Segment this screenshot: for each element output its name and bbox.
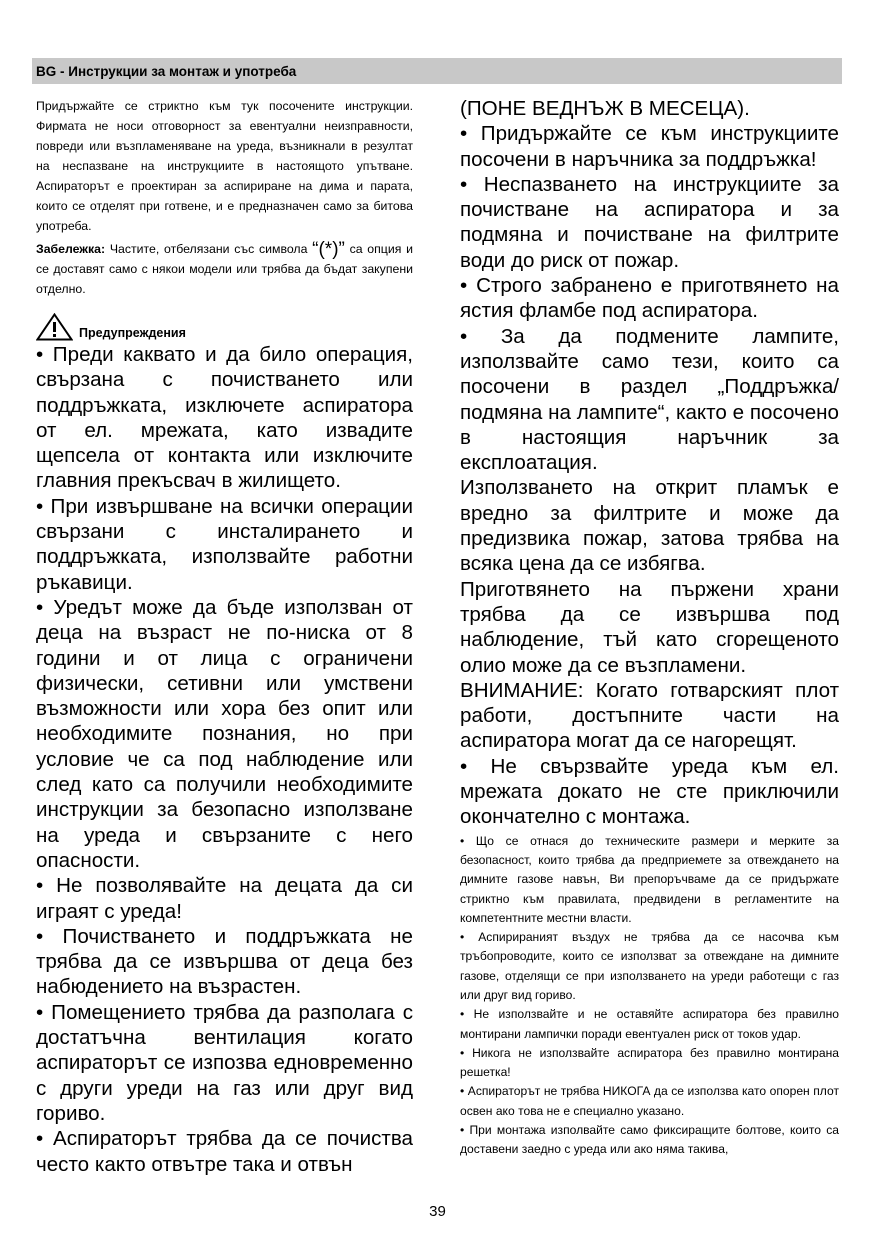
- small-print-block: [460, 832, 839, 1160]
- note-text-after: са опция и се доставят само с някои модели или трябва да бъдат закупени отделно.: [36, 242, 413, 296]
- small-paragraph: • Никога не използвайте аспиратора без правилно монтирана решетка!: [460, 1045, 839, 1080]
- note-label: Забележка:: [36, 242, 106, 256]
- warning-paragraph: (ПОНЕ ВЕДНЪЖ В МЕСЕЦА).: [460, 97, 750, 120]
- right-column: [460, 96, 839, 1160]
- warning-paragraph: ВНИМАНИЕ: Когато готварският плот работи, достъпните части на аспиратора могат да се нагорещят.: [460, 678, 839, 753]
- page-title: BG - Инструкции за монтаж и употреба: [36, 64, 297, 79]
- warning-paragraph: • Не свързвайте уреда към ел. мрежата докато не сте приключили окончателно с монтажа.: [460, 754, 839, 829]
- warning-paragraph: • Неспазването на инструкциите за почистване на аспиратора и за подмяна и почистване на филтрите води до риск от пожар.: [460, 172, 839, 272]
- warning-paragraph: Приготвянето на пържени храни трябва да се извършва под наблюдение, тъй като сгорещеното олио може да се възпламени.: [460, 577, 839, 677]
- note-text-before: Частите, отбелязани със символа: [105, 242, 313, 256]
- small-paragraph: • Що се отнася до техническите размери и мерките за безопасност, които трябва да предприемете за отвеждането на димните газове навън, Ви препоръчваме да се придържате стриктно към правилата, предвидени в регламентите на компетентните местни власти.: [460, 833, 839, 925]
- warnings-title: Предупреждения: [79, 326, 186, 340]
- optional-symbol: “(*)”: [312, 239, 345, 260]
- warning-paragraph: • Преди каквато и да било операция, свързана с почистването или поддръжката, изключете аспиратора от ел. мрежата, като извадите щепсела от контакта или изключите главния прекъсвач в жилището.: [36, 343, 413, 493]
- header-bar: [32, 58, 842, 84]
- warning-paragraph: • Придържайте се към инструкциите посочени в наръчника за поддръжка!: [460, 122, 839, 171]
- intro-paragraph: Придържайте се стриктно към тук посочените инструкции. Фирмата не носи отговорност за евентуални неизправности, повреди или възпламеняване на уреда, възникнали в резултат на неспазване на инструкциите в настоящото упътване. Аспираторът е проектиран за аспириране на дима и парата, които се отделят при готвене, и е предназначен само за битова употреба.: [36, 99, 413, 233]
- warnings-heading: [36, 313, 413, 341]
- warning-paragraph: • Строго забранено е приготвянето на ястия фламбе под аспиратора.: [460, 274, 839, 323]
- warning-triangle-icon: [36, 313, 73, 341]
- warning-paragraph: Използването на открит пламък е вредно за филтрите и може да предизвика пожар, затова трябва на всяка цена да се избягва.: [460, 476, 839, 576]
- warning-paragraph: • Помещението трябва да разполага с достатъчна вентилация когато аспираторът се изпозва едновременно с други уреди на газ или друг вид гориво.: [36, 1000, 413, 1125]
- warning-paragraph: • Не позволявайте на децата да си играят с уреда!: [36, 874, 413, 923]
- note-paragraph: [36, 239, 413, 299]
- small-paragraph: • Аспирираният въздух не трябва да се насочва към тръбопроводите, които се използват за отвеждане на димните газове, отделящи се при използването на уреди работещи с газ или друг вид гориво.: [460, 930, 839, 1002]
- small-paragraph: • Не използвайте и не оставяйте аспиратора без правилно монтирани лампички поради евентуален риск от токов удар.: [460, 1007, 839, 1041]
- small-paragraph: • При монтажа изполвайте само фиксиращите болтове, които са доставени заедно с уреда или ако няма такива,: [460, 1123, 839, 1157]
- warning-paragraph: • Аспираторът трябва да се почиства често както отвътре така и отвън: [36, 1127, 413, 1176]
- left-column: [36, 96, 413, 1177]
- warning-paragraph: • Почистването и поддръжката не трябва да се извършва от деца без набюдението на възрастен.: [36, 924, 413, 999]
- warning-paragraph: • За да подмените лампите, използвайте само тези, които са посочени в раздел „Поддръжка/подмяна на лампите“, както е посочено в настоящия наръчник за експлоатация.: [460, 324, 839, 475]
- page-number: 39: [429, 1203, 446, 1220]
- warning-paragraph: • Уредът може да бъде използван от деца на възраст не по-ниска от 8 години и от лица с ограничени физически, сетивни или умствени възможности или хора без опит или необходимите познания, но при условие че са под наблюдение или след като са получили необходимите инструкции за безопасно използване на уреда и свързаните с него опасности.: [36, 595, 413, 872]
- small-paragraph: • Аспираторът не трябва НИКОГА да се използва като опорен плот освен ако това не е специално указано.: [460, 1084, 839, 1118]
- warning-paragraph: • При извършване на всички операции свързани с инсталирането и поддръжката, използвайте работни ръкавици.: [36, 494, 413, 594]
